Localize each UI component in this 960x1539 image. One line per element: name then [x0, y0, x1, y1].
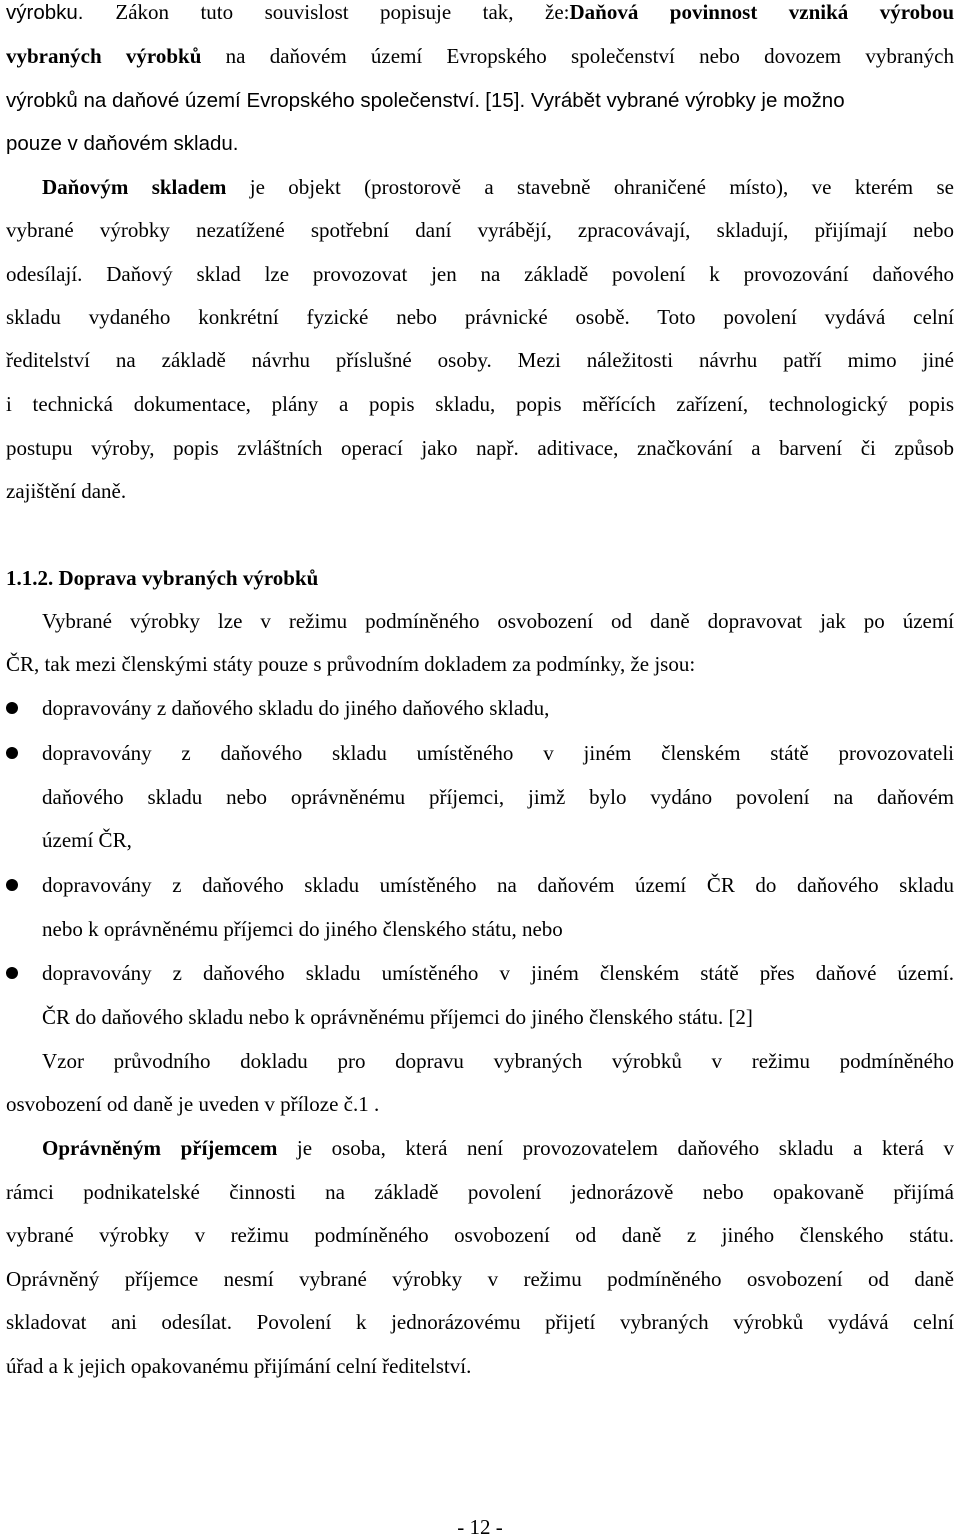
- bold-span: vybraných výrobků: [6, 44, 202, 68]
- text-line: skladovat ani odesílat. Povolení k jednorázovému přijetí vybraných výrobků vydává celní: [6, 1310, 954, 1334]
- text-span: Mezi náležitosti návrhu patří mimo jiné: [491, 348, 955, 372]
- text-line: [6, 348, 954, 372]
- bold-span: Daňová povinnost vzniká výrobou: [569, 0, 955, 24]
- text-line: [6, 44, 954, 68]
- text-line: osvobození od daně je uveden v příloze č.1 .: [6, 1092, 380, 1116]
- text-span: výrobku.: [6, 1, 116, 24]
- text-line: pouze v daňovém skladu.: [6, 132, 239, 155]
- bullet-icon: [6, 967, 18, 979]
- text-line: Vzor průvodního dokladu pro dopravu vybraných výrobků v režimu podmíněného: [42, 1049, 954, 1073]
- text-line: [42, 1136, 954, 1160]
- bullet-icon: [6, 879, 18, 891]
- text-span: Zákon tuto souvislost popisuje tak, že:: [115, 0, 570, 24]
- text-line: [6, 88, 954, 113]
- text-line: i technická dokumentace, plány a popis skladu, popis měřících zařízení, technologický popis: [6, 392, 954, 416]
- text-span: ředitelství na základě návrhu příslušné osoby.: [6, 348, 492, 372]
- bullet-icon: [6, 702, 18, 714]
- text-span: je osoba, která není provozovatelem daňového skladu a která v: [277, 1136, 954, 1160]
- list-item: dopravovány z daňového skladu umístěného v jiném členském státě provozovateli: [42, 741, 954, 765]
- text-line: rámci podnikatelské činnosti na základě povolení jednorázově nebo opakovaně přijímá: [6, 1180, 954, 1204]
- text-line: postupu výroby, popis zvláštních operací jako např. aditivace, značkování a barvení či způsob: [6, 436, 954, 460]
- list-item: dopravovány z daňového skladu do jiného daňového skladu,: [42, 696, 550, 720]
- text-span: na daňovém území Evropského společenství nebo dovozem vybraných: [201, 44, 954, 68]
- bullet-icon: [6, 747, 18, 759]
- text-span: [15]. Vyrábět vybrané výrobky je možno: [485, 89, 845, 112]
- text-line: Oprávněný příjemce nesmí vybrané výrobky v režimu podmíněného osvobození od daně: [6, 1267, 954, 1291]
- text-span: Toto povolení vydává celní: [629, 305, 954, 329]
- text-line: [6, 0, 954, 25]
- text-span: skladu vydaného konkrétní fyzické nebo právnické osobě.: [6, 305, 630, 329]
- list-item-continuation: území ČR,: [42, 828, 132, 852]
- section-heading: 1.1.2. Doprava vybraných výrobků: [6, 566, 319, 590]
- text-line: [42, 175, 954, 199]
- text-line: [6, 305, 954, 329]
- bold-span: Oprávněným příjemcem: [42, 1136, 278, 1160]
- text-line: vybrané výrobky nezatížené spotřební daní vyrábějí, zpracovávají, skladují, přijímají nebo: [6, 218, 954, 242]
- list-item: dopravovány z daňového skladu umístěného na daňovém území ČR do daňového skladu: [42, 873, 954, 897]
- list-item-continuation: ČR do daňového skladu nebo k oprávněnému příjemci do jiného členského státu. [2]: [42, 1005, 753, 1029]
- list-item-continuation: nebo k oprávněnému příjemci do jiného členského státu, nebo: [42, 917, 563, 941]
- text-span: Daňový sklad lze provozovat jen na základě povolení k provozování daňového: [82, 262, 954, 286]
- page-number: - 12 -: [457, 1515, 503, 1539]
- text-line: Vybrané výrobky lze v režimu podmíněného osvobození od daně dopravovat jak po území: [42, 609, 954, 633]
- text-line: ČR, tak mezi členskými státy pouze s průvodním dokladem za podmínky, že jsou:: [6, 652, 696, 676]
- bold-span: Daňovým skladem: [42, 175, 227, 199]
- list-item-continuation: daňového skladu nebo oprávněnému příjemci, jimž bylo vydáno povolení na daňovém: [42, 785, 954, 809]
- list-item: dopravovány z daňového skladu umístěného v jiném členském státě přes daňové území.: [42, 961, 954, 985]
- text-span: výrobků na daňové území Evropského společenství.: [6, 89, 481, 112]
- text-span: odesílají.: [6, 262, 83, 286]
- text-line: zajištění daně.: [6, 479, 127, 503]
- text-line: [6, 262, 954, 286]
- text-line: úřad a k jejich opakovanému přijímání celní ředitelství.: [6, 1354, 472, 1378]
- text-line: vybrané výrobky v režimu podmíněného osvobození od daně z jiného členského státu.: [6, 1223, 954, 1247]
- text-span: je objekt (prostorově a stavebně ohraničené místo), ve kterém se: [226, 175, 954, 199]
